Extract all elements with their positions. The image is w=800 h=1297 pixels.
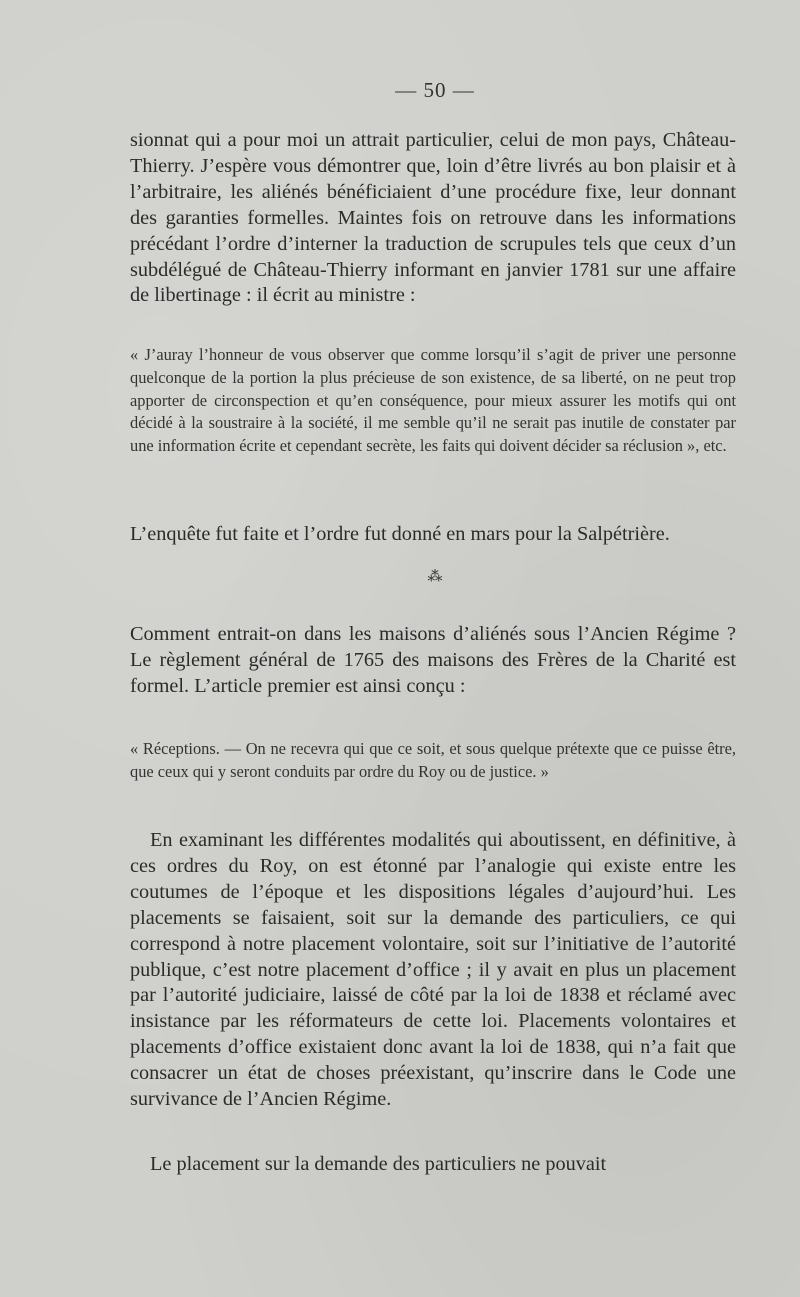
page-number: — 50 — [395, 78, 475, 102]
paragraph-ancien-regime: Comment entrait-on dans les maisons d’aliénés sous l’Ancien Régime ? Le règlement général de 1765 des maisons des Frères de la Charité est formel. L’article premier est ainsi conçu : [130, 623, 736, 697]
quotation-subdelegue: « J’auray l’honneur de vous observer que comme lorsqu’il s’agit de priver une personne quelconque de la portion la plus précieuse de son existence, de sa liberté, on ne peut trop apporter de circonspection et qu’en conséquence, pour mieux assurer les motifs qui ont décidé à la soustraire à la société, il me semble qu’il ne serait pas inutile de constater par une information écrite et cependant secrète, les faits qui doivent décider sa réclusion », etc. [130, 345, 736, 456]
paragraph-placements: En examinant les différentes modalités qui aboutissent, en définitive, à ces ordres du Roy, on est étonné par l’analogie qui existe entre les coutumes de l’époque et les dispositions légales d’aujourd’hui. Les placements se faisaient, soit sur la demande des particuliers, ce qui correspond à notre placement volontaire, soit sur l’initiative de l’autorité publique, c’est notre placement d’office ; il y avait en plus un placement par l’autorité judiciaire, laissé de côté par la loi de 1838 et réclamé avec insistance par les réformateurs de cette loi. Placements volontaires et placements d’office existaient donc avant la loi de 1838, qui n’a fait que consacrer un état de choses préexistant, qu’inscrire dans le Code une survivance de l’Ancien Régime. [130, 829, 736, 1111]
paragraph-chateau-thierry: sionnat qui a pour moi un attrait particulier, celui de mon pays, Château-Thierry. J’espère vous démontrer que, loin d’être livrés au bon plaisir et à l’arbitraire, les aliénés bénéficiaient d’une procédure fixe, leur donnant des garanties formelles. Maintes fois on retrouve dans les informations précédant l’ordre d’interner la traduction de scrupules tels que ceux d’un subdélégué de Château-Thierry informant en janvier 1781 sur une affaire de libertinage : il écrit au ministre : [130, 129, 736, 307]
section-separator-asterism: ⁂ [427, 569, 443, 585]
paragraph-enquete: L’enquête fut faite et l’ordre fut donné en mars pour la Salpétrière. [130, 523, 670, 545]
quotation-receptions: « Réceptions. — On ne recevra qui que ce soit, et sous quelque prétexte que ce puisse être, que ceux qui y seront conduits par ordre du Roy ou de justice. » [130, 739, 736, 781]
paragraph-placement-particuliers: Le placement sur la demande des particuliers ne pouvait [150, 1153, 607, 1175]
